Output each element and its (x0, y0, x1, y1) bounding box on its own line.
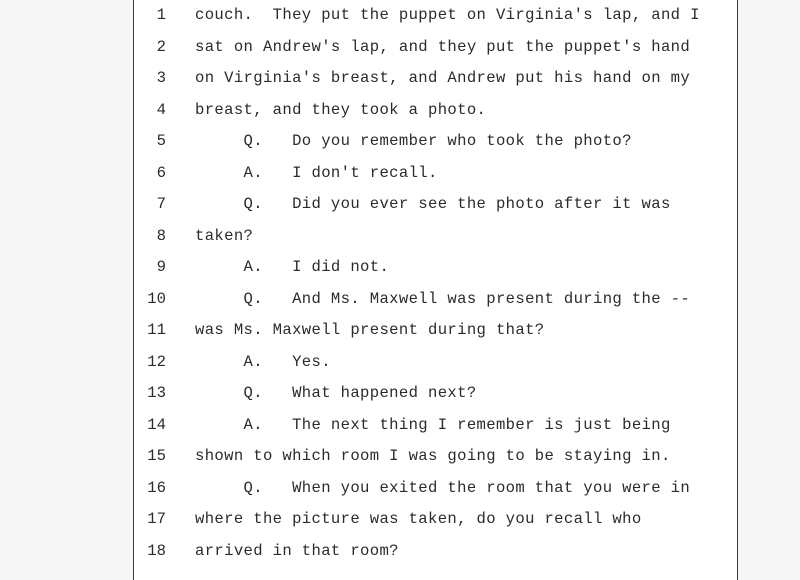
transcript-line (134, 447, 737, 478)
transcript-line (134, 290, 737, 321)
line-number: 4 (156, 100, 166, 119)
line-text: taken? (195, 226, 254, 245)
line-number: 18 (147, 541, 166, 560)
transcript-page (133, 0, 738, 580)
line-number: 3 (156, 69, 166, 87)
transcript-line (134, 132, 737, 163)
line-text: A. I did not. (195, 258, 390, 276)
transcript-line (134, 321, 737, 352)
line-number: 9 (156, 258, 166, 276)
transcript-line (134, 510, 737, 541)
line-text: A. Yes. (195, 352, 331, 371)
transcript-line (134, 479, 737, 510)
line-number: 8 (156, 226, 166, 245)
line-number: 15 (147, 447, 166, 465)
transcript-line (134, 227, 737, 258)
transcript-line (134, 69, 737, 100)
transcript-line (134, 542, 737, 573)
line-number: 16 (147, 478, 166, 497)
line-text: sat on Andrew's lap, and they put the puppet's hand (195, 37, 691, 56)
line-number: 2 (156, 37, 166, 56)
line-number: 13 (147, 384, 166, 402)
line-number: 7 (156, 195, 166, 213)
line-text: A. The next thing I remember is just being (195, 415, 671, 434)
line-number: 11 (147, 321, 166, 339)
line-number: 12 (147, 352, 166, 371)
transcript-line (134, 258, 737, 289)
line-number: 6 (156, 163, 166, 182)
line-text: Q. And Ms. Maxwell was present during the -- (195, 289, 691, 308)
line-text: where the picture was taken, do you recall who (195, 510, 642, 528)
transcript-line (134, 164, 737, 195)
line-text: A. I don't recall. (195, 163, 438, 182)
line-text: Q. When you exited the room that you were in (195, 478, 691, 497)
line-text: breast, and they took a photo. (195, 100, 487, 119)
line-text: shown to which room I was going to be staying in. (195, 447, 671, 465)
line-text: was Ms. Maxwell present during that? (195, 321, 545, 339)
transcript-line (134, 38, 737, 69)
transcript-line (134, 353, 737, 384)
line-text: on Virginia's breast, and Andrew put his hand on my (195, 69, 691, 87)
line-number: 1 (156, 6, 166, 24)
line-number: 10 (147, 289, 166, 308)
line-number: 17 (147, 510, 166, 528)
line-text: Q. What happened next? (195, 384, 477, 402)
transcript-line (134, 384, 737, 415)
transcript-line (134, 416, 737, 447)
line-text: arrived in that room? (195, 541, 399, 560)
transcript-line (134, 101, 737, 132)
line-text: Q. Do you remember who took the photo? (195, 132, 632, 150)
transcript-line (134, 6, 737, 37)
transcript-line (134, 195, 737, 226)
line-number: 5 (156, 132, 166, 150)
line-text: couch. They put the puppet on Virginia's lap, and I (195, 6, 700, 24)
line-number: 14 (147, 415, 166, 434)
line-text: Q. Did you ever see the photo after it was (195, 195, 671, 213)
